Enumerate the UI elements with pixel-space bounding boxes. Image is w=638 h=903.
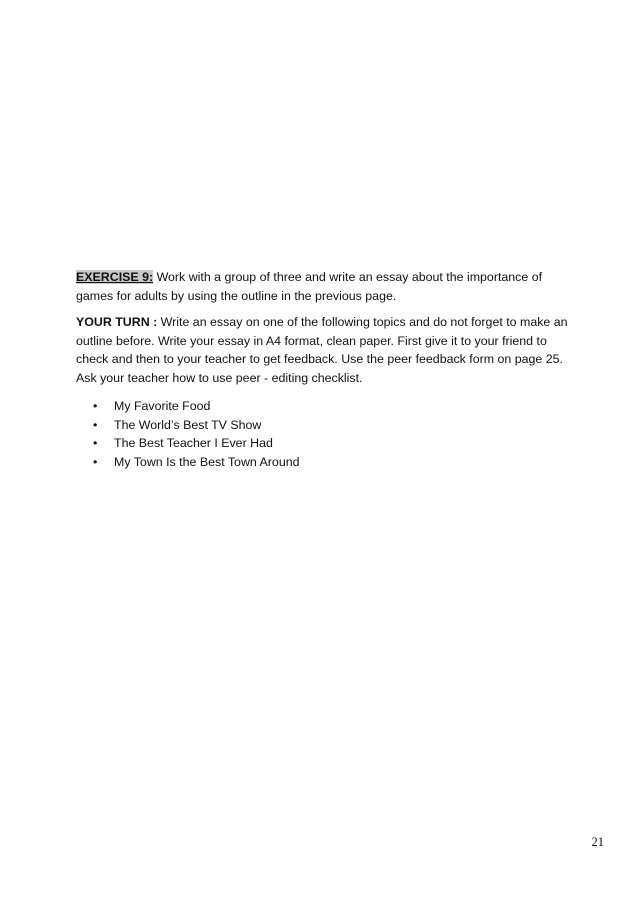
topic-label: My Town Is the Best Town Around (114, 454, 300, 469)
bullet-icon: • (93, 454, 98, 469)
your-turn-label: YOUR TURN : (76, 315, 158, 329)
exercise-text: Work with a group of three and write an essay about the importance of games for adults by using the outline in the previous page. (76, 270, 543, 303)
topic-label: The World’s Best TV Show (114, 417, 262, 432)
bullet-icon: • (93, 436, 98, 450)
topic-item (76, 397, 576, 416)
page-number: 21 (591, 835, 604, 849)
topic-item (76, 453, 576, 472)
bullet-icon: • (93, 399, 98, 413)
bullet-icon: • (93, 417, 98, 432)
your-turn-text: Write an essay on one of the following topics and do not forget to make an outline before. Write your essay in A4 format, clean paper. First give it to your friend to check and then to your teacher to get feedback. Use the peer feedback form on page 25. Ask your teacher how to use peer - editing checklist. (76, 315, 568, 385)
topic-item (76, 434, 576, 453)
exercise-paragraph (76, 268, 576, 305)
exercise-label: EXERCISE 9: (76, 270, 154, 284)
page-content (76, 268, 576, 471)
topic-list (76, 397, 576, 471)
topic-item (76, 416, 576, 435)
topic-label: My Favorite Food (114, 399, 211, 413)
topic-label: The Best Teacher I Ever Had (114, 436, 273, 450)
your-turn-paragraph (76, 313, 576, 387)
